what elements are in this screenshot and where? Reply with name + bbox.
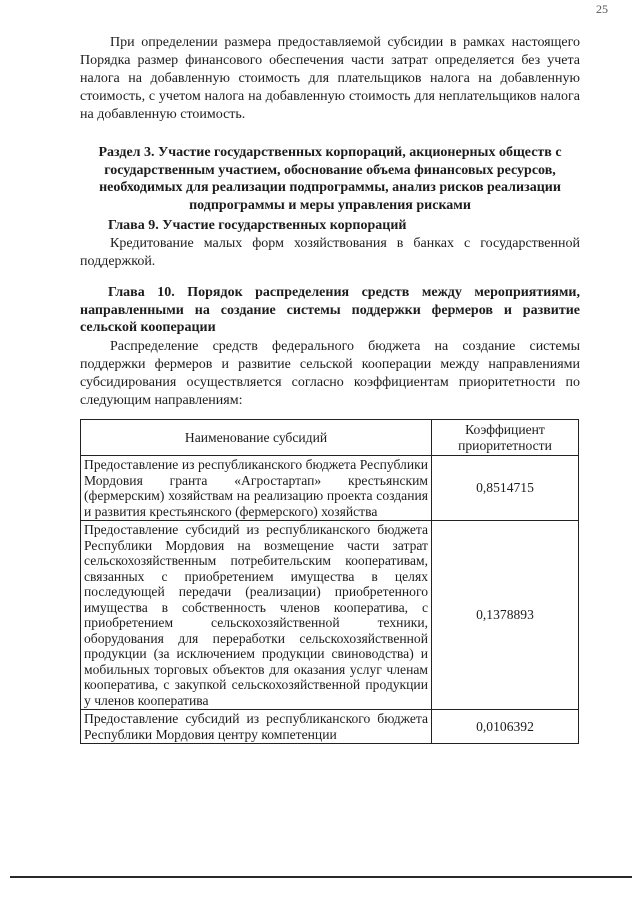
subsidy-name-cell: Предоставление субсидий из республиканского бюджета Республики Мордовия на возмещение части затрат сельскохозяйственным потребительским кооперативам, связанных с приобретением имущества в целях последующей передачи (реализации) приобретенного имущества в собственность членов кооператива, с приобретением сельскохозяйственной техники, оборудования для переработки сельскохозяйственной продукции (за исключением продукции свиноводства) и мобильных торговых объектов для оказания услуг членам кооператива, с закупкой сельскохозяйственной продукции у членов кооператива (81, 521, 432, 710)
subsidy-coefficients-table (80, 419, 579, 744)
table-header-row (81, 420, 579, 456)
coefficient-cell: 0,8514715 (432, 456, 579, 521)
coefficient-cell: 0,1378893 (432, 521, 579, 710)
section3-heading: Раздел 3. Участие государственных корпораций, акционерных обществ с государственным участием, обоснование объема финансовых ресурсов, необходимых для реализации подпрограммы, анализ рисков реализации подпрограммы и меры управления рисками (98, 145, 562, 213)
chapter10-text: Распределение средств федерального бюджета на создание системы поддержки фермеров и развитие сельской кооперации между направлениями субсидирования осуществляется согласно коэффициентам приоритетности по следующим направлениям: (80, 339, 580, 408)
scan-edge-line (10, 876, 632, 878)
table-row (81, 521, 579, 710)
chapter10-heading: Глава 10. Порядок распределения средств между мероприятиями, направленными на создание системы поддержки фермеров и развитие сельской кооперации (80, 285, 580, 335)
chapter9-heading: Глава 9. Участие государственных корпораций (108, 218, 407, 233)
chapter9-text: Кредитование малых форм хозяйствования в банках с государственной поддержкой. (80, 236, 580, 269)
subsidy-name-cell: Предоставление из республиканского бюджета Республики Мордовия гранта «Агростартап» крестьянским (фермерским) хозяйствам на реализацию проекта создания и развития крестьянского (фермерского) хозяйства (81, 456, 432, 521)
subsidy-name-cell: Предоставление субсидий из республиканского бюджета Республики Мордовия центру компетенции (81, 710, 432, 744)
coefficient-cell: 0,0106392 (432, 710, 579, 744)
table-row (81, 710, 579, 744)
header-coefficient: Коэффициент приоритетности (432, 420, 579, 456)
intro-paragraph: При определении размера предоставляемой субсидии в рамках настоящего Порядка размер финансового обеспечения части затрат определяется без учета налога на добавленную стоимость для плательщиков налога на добавленную стоимость, с учетом налога на добавленную стоимость для неплательщиков налога на добавленную стоимость. (80, 35, 580, 122)
page-number: 25 (596, 2, 608, 16)
header-name: Наименование субсидий (81, 420, 432, 456)
table-row (81, 456, 579, 521)
